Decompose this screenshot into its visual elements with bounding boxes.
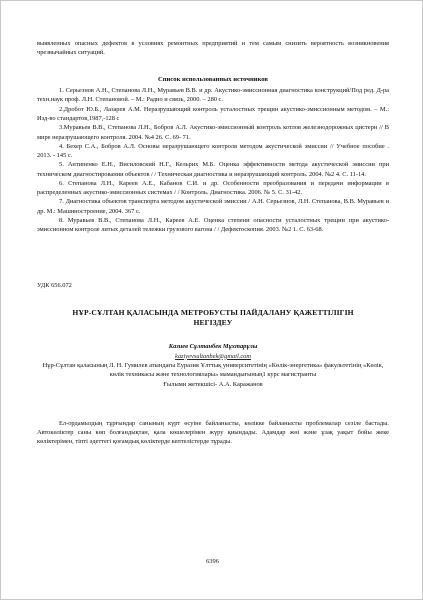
udk-code: УДК 656.072: [37, 281, 72, 289]
reference-item: 7. Диагностика объектов транспорта методом акустической эмиссии / А.Н. Серьезнов, Л.Н. Степанова, В.В. Муравьев и др. М.: Машиностроение, 2004. 367 с.: [37, 198, 389, 215]
reference-item: 8. Муравьев В.В., Степанова Л.Н., Кареев А.Е. Оценка степени опасности усталостных трещин при акустико-эмиссионном контроле литых деталей тележки грузового вагона / / Дефектоскопия. 2003. №2 1. С. 63-68.: [37, 217, 389, 234]
intro-paragraph: выявленных опасных дефектов в условиях ремонтных предприятий и тем самым снизить вероятность возникновения чрезвычайных ситуаций.: [37, 40, 389, 57]
page-content: [37, 39, 389, 447]
reference-item: 3.Муравьев В.В., Степанова Л.Н., Бобров А.Л. Акустико-эмиссионный контроль котлов железнодорожных цистерн // В мире неразрушающего контроля. 2004. №4 26. С. 69- 71.: [37, 124, 389, 141]
article-title-line: НҰР-СҰЛТАН ҚАЛАСЫНДА МЕТРОБУСТЫ ПАЙДАЛАНУ ҚАЖЕТТІЛІГІН: [72, 307, 354, 317]
author-name: Казиев Сұлтанбек Мұхтарұлы: [168, 343, 258, 351]
article-title-line: НЕГІЗДЕУ: [193, 318, 233, 328]
body-paragraph: Ел-ордамыздың тұрғындар санының күрт өсуіне байланысты, көлікке байланысты проблемалар сезіле бастады. Автокөліктер саны көп болғандықтан, қала көшелерімен жүру қиындады. Адамдар жөі және ұзақ уақыт бойы жеке көліктерімен, тіпті әдеттегі қоғамдық көліктерде кептелістерде тұрады.: [37, 419, 389, 446]
references-title: Список использованных источников: [158, 75, 268, 83]
page-number: 6396: [206, 558, 219, 565]
references-list: [37, 86, 389, 235]
author-affiliation: Нұр-Сұлтан қаласының Л. Н. Гумилев атындағы Еуразия Ұлттық университетінің «Көлік-энергетика» факультетінің «Көлік, көлік техникасы және технологиялары» мамандығының1 курс магистранты: [42, 361, 384, 379]
reference-item: 5. Антипенко Е.Н., Висиловский Н.Г., Кельрих М.Б. Оценка эффективности метода акустической эмиссии при техническом диагностировании объектов / / Техническая диагностика и неразрушающий контроль. 2004. №2 4. С. 11-14.: [37, 161, 389, 178]
supervisor: Ғылыми жетекшісі- А.А. Каражанов: [163, 380, 263, 388]
reference-item: 6. Степанова Л.Н., Кареев А.Е., Кабанов С.И. и др. Особенности преобразования и передачи информации в распределенных акустико-эмиссионных системах / / Контроль. Диагностика. 2006. № 5. С. 31-42.: [37, 179, 389, 197]
author-email-link[interactable]: kaziyevsultanbek@gmail.com: [175, 352, 251, 360]
reference-item: 2.Дробот Ю.Б., Лазарев А.М. Неразрушающий контроль усталостных трещин акустико-эмиссионным методом. – М.: Изд-во стандартов,1987,-128 с: [37, 105, 389, 122]
article-title: [37, 308, 389, 329]
reference-item: 1. Серьезнов А.Н., Степанова Л.Н., Муравьев В.В. и др. Акустико-эмиссионная диагностика конструкций/Под ред. Д-ра техн.наук проф. Л.Н. Степановой. – М.: Радио и связь, 2000. – 280 с.: [37, 87, 389, 104]
reference-item: 4. Бехер С.А., Бобров А.Л. Основы неразрушающего контроля методом акустической эмиссии // Учебное пособие . 2013. - 145 с.: [37, 142, 389, 160]
